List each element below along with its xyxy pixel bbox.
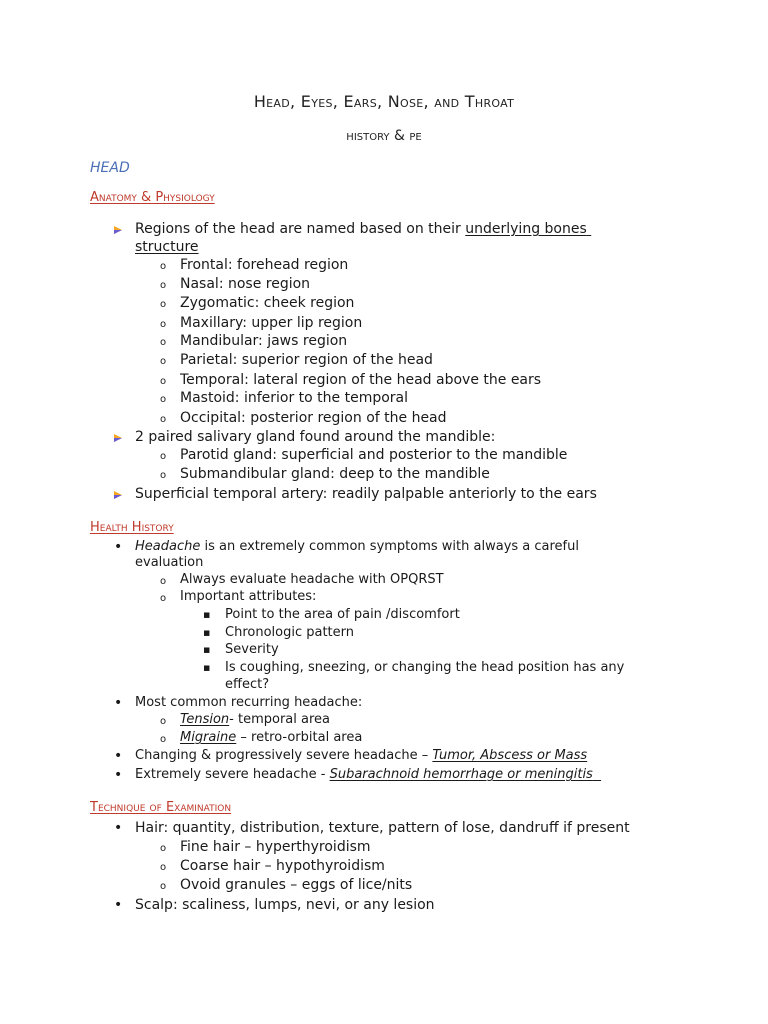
- region-item: Mastoid: inferior to the temporal: [180, 390, 409, 406]
- headache-cont: evaluation: [135, 555, 204, 570]
- technique-heading: Technique of Examination: [90, 800, 232, 815]
- circle-bullet-icon: o: [160, 337, 167, 348]
- bullet-dot-icon: •: [114, 820, 123, 836]
- square-bullet-icon: ▪: [203, 643, 211, 656]
- migraine-term: Migraine: [180, 730, 237, 745]
- region-item: Zygomatic: cheek region: [180, 295, 355, 311]
- circle-bullet-icon: o: [160, 451, 167, 462]
- hair-subitem: Fine hair – hyperthyroidism: [180, 839, 371, 855]
- attribute-item: Is coughing, sneezing, or changing the head position has any: [225, 660, 625, 675]
- region-item: Mandibular: jaws region: [180, 333, 348, 349]
- circle-bullet-icon: o: [160, 414, 167, 425]
- changing-text: Changing & progressively severe headache –: [135, 748, 433, 763]
- hair-item: Hair: quantity, distribution, texture, pattern of lose, dandruff if present: [135, 820, 630, 836]
- circle-bullet-icon: o: [160, 843, 167, 854]
- arrow-bullet-icon: [113, 490, 123, 500]
- headache-text: is an extremely common symptoms with always a careful: [200, 539, 579, 554]
- recurring-item: Most common recurring headache:: [135, 695, 363, 710]
- anatomy-heading: Anatomy & Physiology: [90, 190, 215, 205]
- changing-item: [135, 747, 587, 765]
- anatomy-bullet-artery: Superficial temporal artery: readily palpable anteriorly to the ears: [135, 486, 597, 502]
- regions-underlined-cont: structure: [135, 239, 199, 255]
- anatomy-bullet-glands: 2 paired salivary gland found around the mandible:: [135, 429, 496, 445]
- region-item: Frontal: forehead region: [180, 257, 349, 273]
- circle-bullet-icon: o: [160, 576, 167, 587]
- square-bullet-icon: ▪: [203, 608, 211, 621]
- attribute-item: Severity: [225, 642, 279, 657]
- document-title: Head, Eyes, Ears, Nose, and Throat: [253, 92, 515, 111]
- attribute-item: Point to the area of pain /discomfort: [225, 607, 460, 622]
- region-item: Temporal: lateral region of the head above the ears: [180, 372, 542, 388]
- circle-bullet-icon: o: [160, 376, 167, 387]
- hair-subitem: Ovoid granules – eggs of lice/nits: [180, 877, 413, 893]
- tension-term: Tension: [180, 712, 230, 727]
- section-label-head: HEAD: [90, 160, 130, 176]
- square-bullet-icon: ▪: [203, 626, 211, 639]
- opqrst-item: Always evaluate headache with OPQRST: [180, 572, 444, 587]
- arrow-bullet-icon: [113, 433, 123, 443]
- bullet-dot-icon: •: [114, 767, 123, 783]
- bullet-dot-icon: •: [114, 897, 123, 913]
- extreme-causes: Subarachnoid hemorrhage or meningitis: [329, 767, 593, 782]
- migraine-item: [180, 729, 362, 747]
- region-item: Occipital: posterior region of the head: [180, 410, 447, 426]
- bullet-dot-icon: •: [114, 539, 123, 555]
- circle-bullet-icon: o: [160, 593, 167, 604]
- circle-bullet-icon: o: [160, 356, 167, 367]
- attribute-item: Chronologic pattern: [225, 625, 354, 640]
- regions-underlined: underlying bones: [465, 221, 587, 237]
- migraine-text: – retro-orbital area: [236, 730, 363, 745]
- tension-text: - temporal area: [229, 712, 330, 727]
- circle-bullet-icon: o: [160, 394, 167, 405]
- changing-causes: Tumor, Abscess or Mass: [432, 748, 588, 763]
- circle-bullet-icon: o: [160, 299, 167, 310]
- attributes-item: Important attributes:: [180, 589, 317, 604]
- anatomy-bullet-regions: [135, 220, 591, 238]
- bullet-dot-icon: •: [114, 748, 123, 764]
- hair-subitem: Coarse hair – hypothyroidism: [180, 858, 385, 874]
- headache-term: Headache: [135, 539, 201, 554]
- circle-bullet-icon: o: [160, 261, 167, 272]
- bullet-dot-icon: •: [114, 695, 123, 711]
- extreme-item: [135, 766, 601, 784]
- region-item: Maxillary: upper lip region: [180, 315, 363, 331]
- circle-bullet-icon: o: [160, 319, 167, 330]
- gland-item: Submandibular gland: deep to the mandible: [180, 466, 490, 482]
- circle-bullet-icon: o: [160, 862, 167, 873]
- document-subtitle: history & pe: [346, 128, 422, 144]
- region-item: Nasal: nose region: [180, 276, 311, 292]
- circle-bullet-icon: o: [160, 881, 167, 892]
- circle-bullet-icon: o: [160, 280, 167, 291]
- region-item: Parietal: superior region of the head: [180, 352, 433, 368]
- circle-bullet-icon: o: [160, 470, 167, 481]
- tension-item: [180, 711, 330, 729]
- history-heading: Health History: [90, 520, 174, 535]
- regions-text: Regions of the head are named based on their: [135, 221, 466, 237]
- attribute-item-cont: effect?: [225, 677, 270, 692]
- extreme-text: Extremely severe headache -: [135, 767, 330, 782]
- scalp-item: Scalp: scaliness, lumps, nevi, or any lesion: [135, 897, 435, 913]
- arrow-bullet-icon: [113, 225, 123, 235]
- gland-item: Parotid gland: superficial and posterior to the mandible: [180, 447, 568, 463]
- square-bullet-icon: ▪: [203, 661, 211, 674]
- circle-bullet-icon: o: [160, 734, 167, 745]
- circle-bullet-icon: o: [160, 716, 167, 727]
